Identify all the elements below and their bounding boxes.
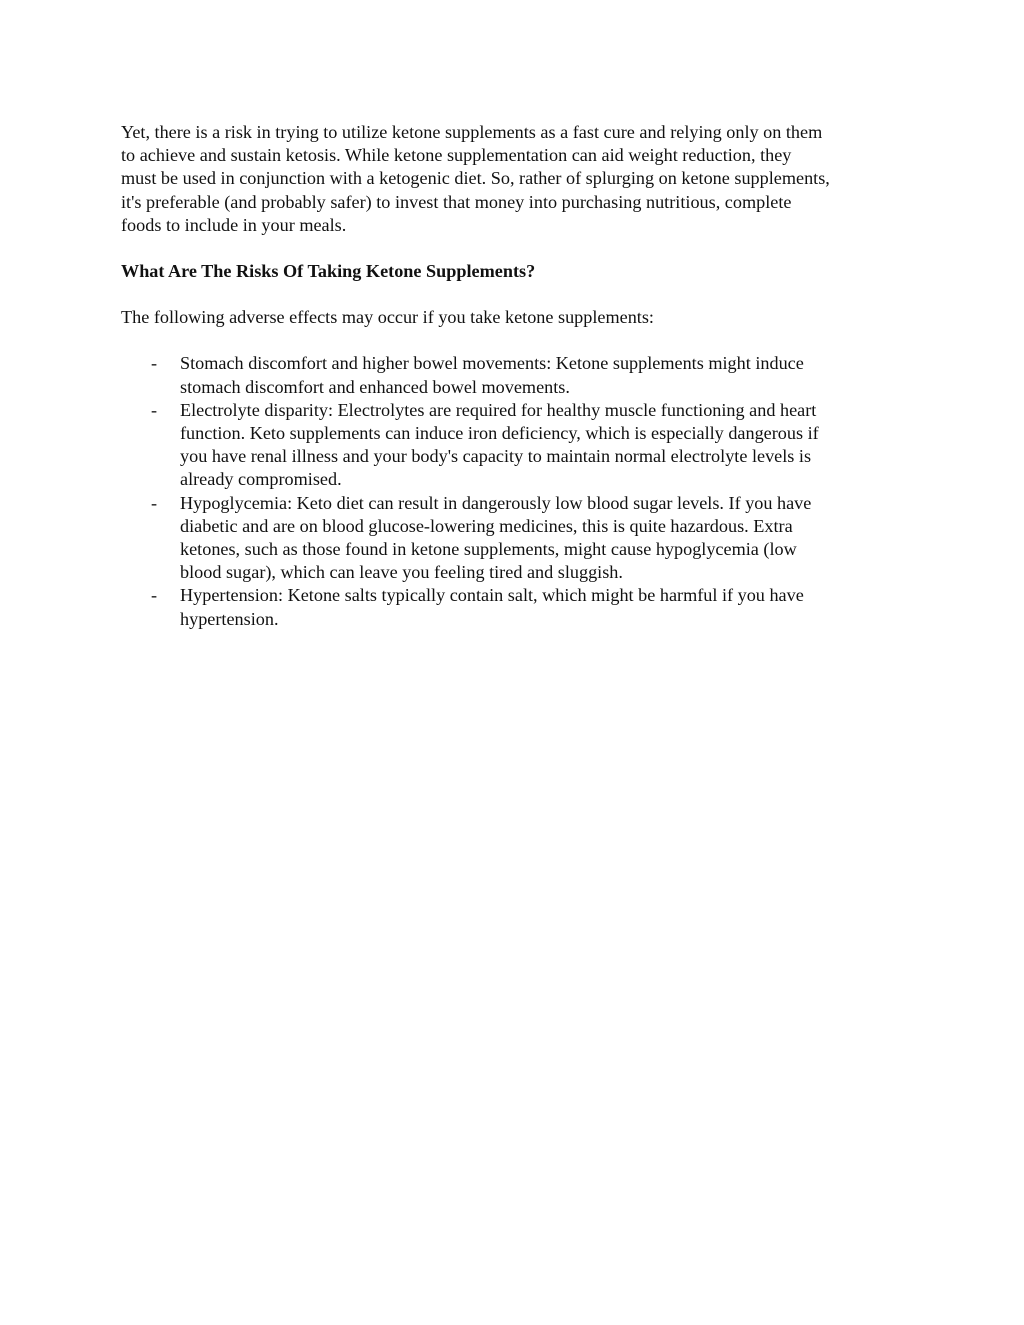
- list-item: [121, 399, 911, 492]
- list-item: [121, 584, 911, 630]
- section-heading: What Are The Risks Of Taking Ketone Supplements?: [121, 261, 536, 282]
- list-item-text: Hypoglycemia: Keto diet can result in dangerously low blood sugar levels. If you have diabetic and are on blood glucose-lowering medicines, this is quite hazardous. Extra ketones, such as those found in ketone supplements, might cause hypoglycemia (low blood sugar), which can leave you feeling tired and sluggish.: [180, 492, 812, 583]
- lead-paragraph: The following adverse effects may occur if you take ketone supplements:: [121, 307, 654, 328]
- dash-bullet-icon: -: [151, 399, 158, 420]
- intro-paragraph: Yet, there is a risk in trying to utilize ketone supplements as a fast cure and relying only on them to achieve and sustain ketosis. While ketone supplementation can aid weight reduction, they must be used in conjunction with a ketogenic diet. So, rather of splurging on ketone supplements, it's preferable (and probably safer) to invest that money into purchasing nutritious, complete foods to include in your meals.: [121, 122, 830, 235]
- list-item-text: Electrolyte disparity: Electrolytes are required for healthy muscle functioning and heart function. Keto supplements can induce iron deficiency, which is especially dangerous if you have renal illness and your body's capacity to maintain normal electrolyte levels is already compromised.: [180, 399, 819, 490]
- list-item-text: Stomach discomfort and higher bowel movements: Ketone supplements might induce stomach discomfort and enhanced bowel movements.: [180, 353, 804, 397]
- list-item: [121, 352, 911, 398]
- risk-list: [121, 352, 911, 630]
- list-item: [121, 492, 911, 585]
- dash-bullet-icon: -: [151, 492, 158, 513]
- list-item-text: Hypertension: Ketone salts typically contain salt, which might be harmful if you have hypertension.: [180, 585, 804, 629]
- dash-bullet-icon: -: [151, 353, 158, 374]
- document-content: [121, 121, 911, 631]
- dash-bullet-icon: -: [151, 585, 158, 606]
